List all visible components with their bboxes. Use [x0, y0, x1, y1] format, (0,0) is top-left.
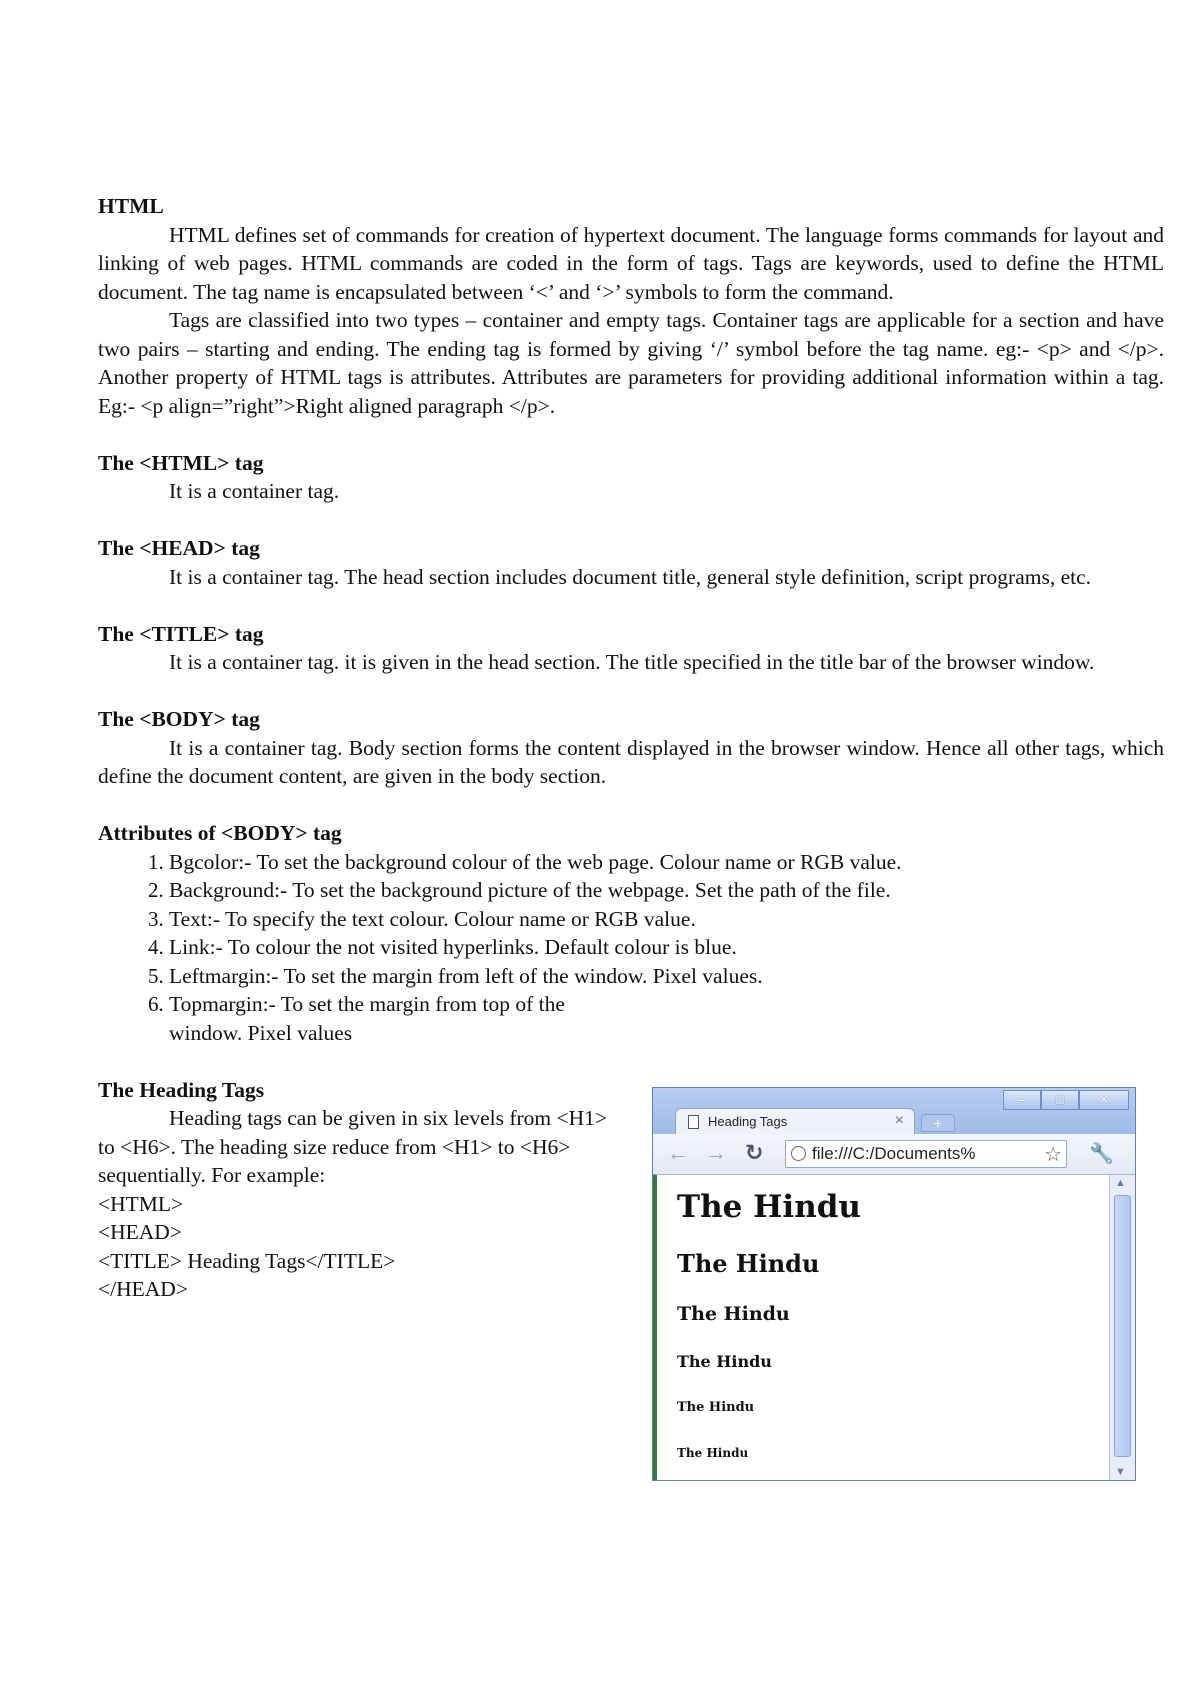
rendered-h5: The Hindu — [677, 1400, 755, 1415]
maximize-button[interactable]: □ — [1041, 1090, 1079, 1110]
close-window-button[interactable]: ✕ — [1079, 1090, 1129, 1110]
section-heading-title-tag: The <TITLE> tag — [98, 621, 264, 646]
list-item: 2. Background:- To set the background picture of the webpage. Set the path of the file. — [169, 876, 1164, 905]
scrollbar-thumb[interactable] — [1114, 1195, 1131, 1457]
globe-icon — [791, 1146, 806, 1161]
browser-tab[interactable] — [675, 1108, 915, 1135]
paragraph-heading-tags: Heading tags can be given in six levels from <H1> to <H6>. The heading size reduce from <H1> to <H6> sequentially. For example: — [98, 1106, 608, 1187]
new-tab-button[interactable]: + — [921, 1114, 955, 1132]
list-item: 6. Topmargin:- To set the margin from top of the window. Pixel values — [169, 990, 619, 1047]
address-bar[interactable] — [785, 1140, 1067, 1168]
address-bar-url: file:///C:/Documents% — [812, 1144, 976, 1163]
paragraph-title-tag: It is a container tag. it is given in the head section. The title specified in the title bar of the browser window. — [169, 650, 1095, 674]
vertical-scrollbar[interactable] — [1109, 1175, 1135, 1480]
heading-tags-section — [98, 1076, 618, 1304]
bookmark-star-icon[interactable]: ☆ — [1044, 1144, 1062, 1166]
browser-titlebar — [653, 1088, 1135, 1134]
scroll-down-icon[interactable]: ▼ — [1115, 1466, 1126, 1478]
minimize-button[interactable]: ‒ — [1003, 1090, 1041, 1110]
rendered-h2: The Hindu — [677, 1249, 820, 1278]
paragraph-head-tag: It is a container tag. The head section includes document title, general style definition, script programs, etc. — [169, 564, 1092, 589]
rendered-h3: The Hindu — [677, 1303, 790, 1325]
section-heading-head-tag: The <HEAD> tag — [98, 536, 260, 560]
rendered-h4: The Hindu — [677, 1352, 772, 1371]
code-line: <TITLE> Heading Tags</TITLE> — [98, 1248, 396, 1273]
browser-toolbar — [653, 1134, 1135, 1175]
section-heading-body-tag: The <BODY> tag — [98, 707, 260, 731]
document-icon — [688, 1115, 699, 1129]
scroll-up-icon[interactable]: ▲ — [1115, 1177, 1126, 1189]
body-attributes-list — [98, 848, 1164, 1048]
browser-viewport — [653, 1175, 1109, 1480]
section-heading-html-tag: The <HTML> tag — [98, 450, 264, 475]
reload-icon[interactable]: ↻ — [745, 1140, 764, 1165]
code-line: </HEAD> — [98, 1277, 188, 1301]
forward-arrow-icon[interactable]: → — [705, 1140, 727, 1165]
paragraph-body-tag: It is a container tag. Body section forms the content displayed in the browser window. Hence all other tags, which define the document content, are given in the body section. — [98, 735, 1164, 788]
code-line: <HEAD> — [98, 1220, 182, 1244]
back-arrow-icon[interactable]: ← — [667, 1140, 689, 1165]
rendered-h1: The Hindu — [677, 1189, 861, 1225]
code-line: <HTML> — [98, 1191, 184, 1216]
list-item: 1. Bgcolor:- To set the background colour of the web page. Colour name or RGB value. — [169, 848, 1164, 877]
rendered-h6: The Hindu — [677, 1446, 749, 1460]
section-heading-html: HTML — [98, 194, 164, 218]
wrench-icon[interactable]: 🔧 — [1089, 1143, 1114, 1165]
browser-screenshot — [652, 1087, 1136, 1481]
window-controls — [1003, 1090, 1129, 1110]
paragraph-html-intro: HTML defines set of commands for creation of hypertext document. The language forms commands for layout and linking of web pages. HTML commands are coded in the form of tags. Tags are keywords, used to define the HTML document. The tag name is encapsulated between ‘<’ and ‘>’ symbols to form the command. — [98, 222, 1164, 304]
section-heading-heading-tags: The Heading Tags — [98, 1077, 265, 1102]
paragraph-html-tag: It is a container tag. — [169, 479, 340, 503]
tab-title: Heading Tags — [708, 1114, 788, 1129]
tab-close-icon[interactable]: × — [894, 1112, 904, 1129]
paragraph-tag-types: Tags are classified into two types – container and empty tags. Container tags are applicable for a section and have two pairs – starting and ending. The ending tag is formed by giving ‘/’ symbol before the tag name. eg:- <p> and </p>. Another property of HTML tags is attributes. Attributes are parameters for providing additional information within a tag. Eg:- <p align=”right”>Right aligned paragraph </p>. — [98, 308, 1164, 418]
list-item: 5. Leftmargin:- To set the margin from left of the window. Pixel values. — [169, 962, 1164, 991]
section-heading-body-attributes: Attributes of <BODY> tag — [98, 821, 342, 845]
list-item: 4. Link:- To colour the not visited hyperlinks. Default colour is blue. — [169, 933, 1164, 962]
list-item: 3. Text:- To specify the text colour. Colour name or RGB value. — [169, 905, 1164, 934]
